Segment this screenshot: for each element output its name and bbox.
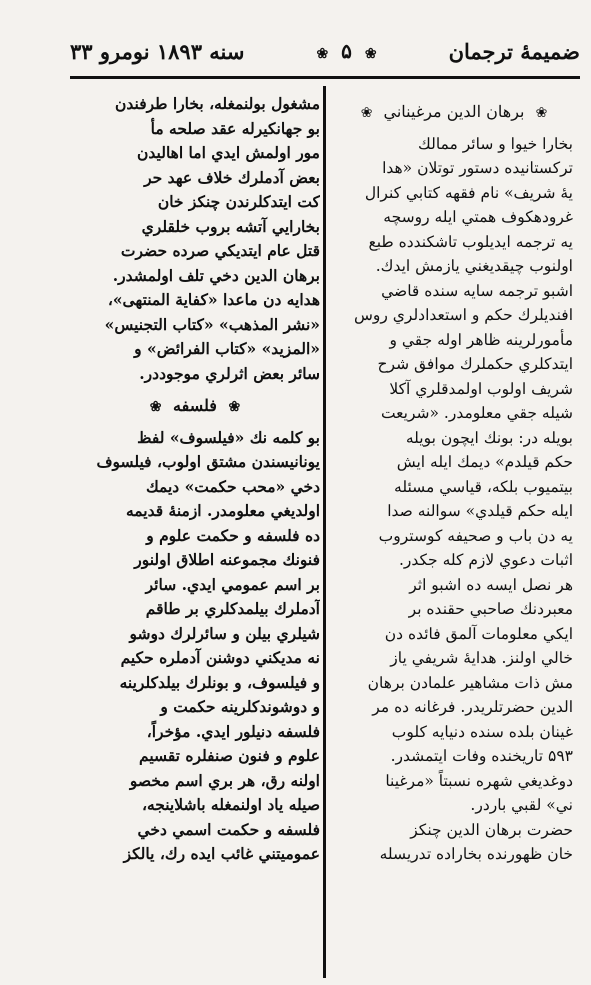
text-line: يه دن باب و صحيفه كوستروب <box>378 526 573 545</box>
text-line: بو كلمه نك «فيلسوف» لفظ <box>137 427 320 447</box>
text-line: اولنوب چيقديغني يازمش ايدك. <box>375 257 573 275</box>
text-line: بو جهانكيرله عقد صلحه مأ <box>150 118 320 138</box>
ornament-icon: ❀ <box>360 105 373 121</box>
article-body-continued <box>70 92 320 386</box>
text-line: برهان الدين دخي تلف اولمشدر. <box>112 265 320 285</box>
text-line: خان ظهورنده بخاراده تدريسله <box>379 845 573 863</box>
text-line: ايله حكم قيلدي» سوالنه صدا <box>387 502 573 520</box>
text-line: حكم قيلدم» ديمك ايله ايش <box>396 453 573 471</box>
text-line: ۵۹۳ تاريخنده وفات ايتمشدر. <box>390 747 573 765</box>
page-number: ۵ <box>341 39 352 63</box>
newspaper-title: ضميمۀ ترجمان <box>448 38 580 64</box>
ornament-icon: ❀ <box>535 105 548 121</box>
text-line: مش ذات مشاهير علمادن برهان <box>367 673 573 692</box>
text-line: صيله ياد اولنمغله باشلاينجه، <box>141 795 320 814</box>
header-rule <box>70 76 580 79</box>
text-line: هر نصل ايسه ده اشبو اثر <box>409 575 573 594</box>
text-line: غينان بلده سنده دنيايه كلوب <box>391 722 573 741</box>
text-line: فلسفه و حكمت اسمي دخي <box>137 819 320 839</box>
text-line: مور اولمش ايدي اما اهاليدن <box>137 143 320 162</box>
text-line: سائر بعض اثرلري موجوددر. <box>139 363 320 383</box>
right-column <box>335 98 573 958</box>
article-body <box>335 132 573 867</box>
article-title: برهان الدين مرغيناني <box>383 102 525 121</box>
ornament-icon: ❀ <box>316 46 329 62</box>
section-heading <box>70 394 320 420</box>
text-line: آدملرك بيلمدكلري بر طاقم <box>145 599 320 618</box>
text-line: و فيلسوف، و بونلرك بيلدكلرينه <box>119 672 320 692</box>
masthead <box>70 30 580 72</box>
ornament-icon: ❀ <box>228 399 241 415</box>
text-line: حضرت برهان الدين چنكز <box>410 820 573 839</box>
text-line: شريف اولوب اولمدقلري آكلا <box>389 379 573 398</box>
text-line: عموميتني غائب ايده رك، يالكز <box>123 844 320 863</box>
text-line: فلسفه دنيلور ايدي. مؤخراً، <box>146 721 320 741</box>
text-line: الدين حضرتلريدر. فرغانه ده مر <box>372 698 573 716</box>
text-line: معبردنك صاحبي حقنده بر <box>408 600 573 618</box>
ornament-icon: ❀ <box>149 399 162 415</box>
text-line: علوم و فنون صنفلره تقسيم <box>139 746 320 765</box>
text-line: تركستانيده دستور توتلان «هدا <box>382 159 573 177</box>
text-line: مأمورلرينه ظاهر اوله جقي و <box>389 330 573 349</box>
issue-info: سنه ۱۸۹۳ نومرو ۳۳ <box>70 38 245 64</box>
column-divider <box>323 86 326 978</box>
text-line: بويله در: بونك ايچون بويله <box>405 428 573 447</box>
left-column <box>70 92 320 972</box>
text-line: بعض آدملرك خلاف عهد حر <box>144 167 320 187</box>
text-line: يۀ شريف» نام فقهه كتابي كنرال <box>364 183 573 202</box>
text-line: يه ترجمه ايديلوب تاشكندده طبع <box>368 232 573 251</box>
text-line: بخارا خيوا و سائر ممالك <box>418 134 573 153</box>
text-line: مشغول بولنمغله، بخارا طرفندن <box>115 94 320 113</box>
text-line: ني» لقبي باردر. <box>470 796 573 814</box>
text-line: افنديلرك حكم و استعدادلري روس <box>353 306 573 324</box>
text-line: دخي «محب حكمت» ديمك <box>145 476 320 496</box>
text-line: يونانيسندن مشتق اولوب، فيلسوف <box>96 452 320 471</box>
text-line: بيتميوب بلكه، قياسي مسئله <box>394 477 573 496</box>
text-line: فنونك مجموعنه اطلاق اولنور <box>134 550 320 569</box>
text-line: «نشر المذهب» «كتاب التجنيس» <box>104 314 320 334</box>
text-line: شيله جقي معلومدر. «شريعت <box>380 404 573 422</box>
page-number-block <box>310 39 382 63</box>
text-line: خالي اولنز. هدايۀ شريفي ياز <box>390 649 573 667</box>
text-line: كت ايتدكلرندن چنكز خان <box>157 192 320 211</box>
text-line: اشبو ترجمه سايه سنده قاضي <box>381 281 573 300</box>
ornament-icon: ❀ <box>364 46 377 62</box>
text-line: غرودهكوف همتي ايله روسچه <box>383 208 573 226</box>
text-line: اثبات دعوي لازم كله جكدر. <box>398 551 573 569</box>
article-heading <box>335 100 573 126</box>
text-line: شيلري بيلن و سائرلرك دوشو <box>129 623 320 643</box>
text-line: قتل عام ايتديكي صرده حضرت <box>120 241 320 260</box>
text-line: ده فلسفه و حكمت علوم و <box>146 525 320 545</box>
section-body <box>70 426 320 867</box>
section-title: فلسفه <box>173 396 217 415</box>
text-line: اولديغي معلومدر. ازمنۀ قديمه <box>126 501 320 520</box>
text-line: نه مديكني دوشنن آدملره حكيم <box>120 648 320 667</box>
text-line: ايكي معلومات آلمق فائده دن <box>384 624 573 643</box>
text-line: دوغديغي شهره نسبتاً «مرغينا <box>385 771 573 790</box>
text-line: ايتدكلري حكملرك موافق شرح <box>377 355 573 373</box>
text-line: و دوشوندكلرينه حكمت و <box>160 697 320 716</box>
text-line: «المزيد» «كتاب الفرائض» و <box>134 339 320 358</box>
text-line: بخارايي آتشه بروب خلقلري <box>141 216 320 236</box>
text-line: هدايه دن ماعدا «كفاية المنتهى»، <box>107 290 320 309</box>
text-line: اولنه رق، هر بري اسم مخصو <box>129 770 320 790</box>
text-line: بر اسم عمومي ايدي. سائر <box>145 574 320 594</box>
